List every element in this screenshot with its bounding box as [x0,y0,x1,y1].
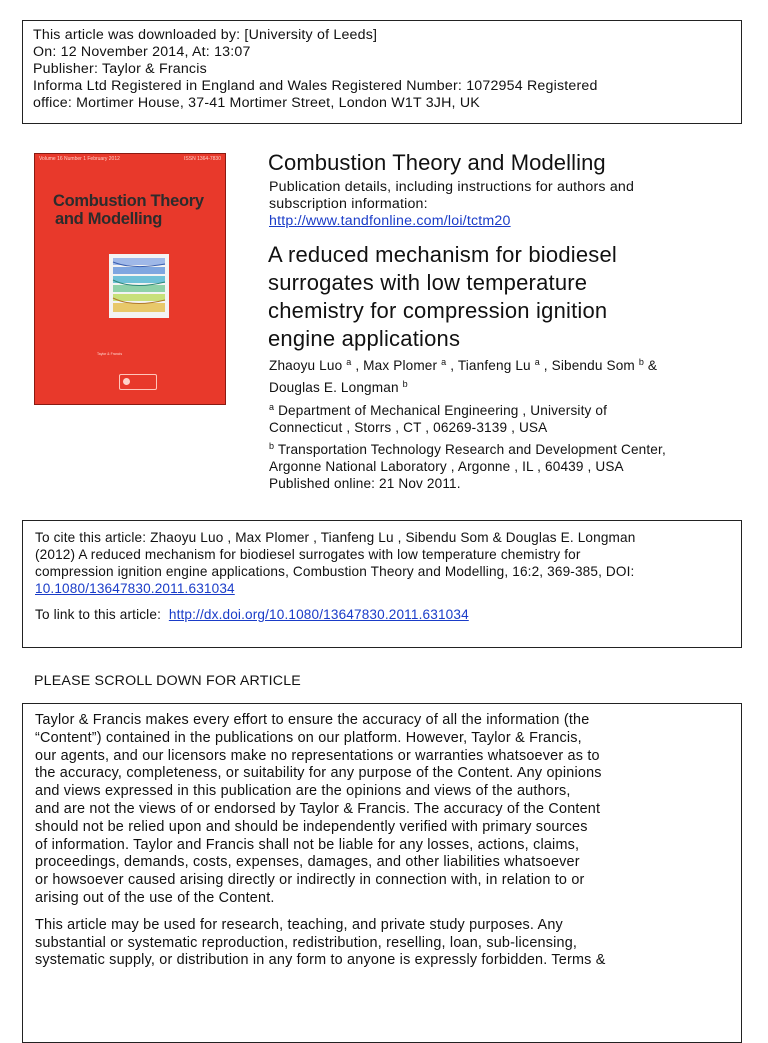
author-line [269,355,739,377]
author-name: Zhaoyu Luo [269,358,347,373]
disclaimer-line: or howsoever caused arising directly or indirectly in connection with, in relation to or [35,872,585,889]
cover-title-line: Combustion Theory [53,192,204,210]
disclaimer-line: our agents, and our licensors make no representations or warranties whatsoever as to [35,747,600,764]
doi-link[interactable]: 10.1080/13647830.2011.631034 [35,581,235,596]
article-url-link[interactable]: http://dx.doi.org/10.1080/13647830.2011.631034 [168,607,469,622]
affiliation-marker: a [441,357,447,367]
affiliation-marker: a [534,357,540,367]
author-separator: & [643,358,658,373]
article-link-label: To link to this article: [35,607,165,622]
cover-issue-text: Volume 16 Number 1 February 2012 [39,156,120,162]
affiliation-a-cont: Connecticut , Storrs , CT , 06269-3139 , USA [269,420,548,435]
journal-cover-image [34,153,226,405]
download-notice-line: This article was downloaded by: [University of Leeds] [33,27,378,43]
download-notice-line: Publisher: Taylor & Francis [33,61,207,77]
affiliation-a [269,402,739,419]
publication-details [269,179,634,230]
affiliation-marker: b [402,379,408,389]
citation-line: compression ignition engine applications, Combustion Theory and Modelling, 16:2, 369-385, DOI: [35,564,635,579]
affiliation-text: Department of Mechanical Engineering , University of [274,403,608,418]
download-notice-line: Informa Ltd Registered in England and Wales Registered Number: 1072954 Registered [33,78,598,94]
affiliation-marker: a [346,357,352,367]
disclaimer-line: systematic supply, or distribution in any form to anyone is expressly forbidden. Terms & [35,952,606,969]
disclaimer-box [22,703,742,1043]
author-list [269,355,739,399]
article-title-line: A reduced mechanism for biodiesel [268,242,618,267]
citation-box [22,520,742,648]
article-title [268,241,728,353]
cover-title-line: and Modelling [55,210,163,228]
cover-bottom-text: Taylor & Francis [97,352,123,356]
author-name: , Tianfeng Lu [446,358,535,373]
publisher-logo-icon [119,374,157,390]
download-notice-line: office: Mortimer House, 37-41 Mortimer Street, London W1T 3JH, UK [33,95,480,111]
cover-title [53,192,223,228]
journal-title: Combustion Theory and Modelling [268,150,606,175]
disclaimer-line: proceedings, demands, costs, expenses, damages, and other liabilities whatsoever [35,854,580,871]
cover-figure-graphic [103,250,175,322]
download-notice-box [22,20,742,124]
disclaimer-line: substantial or systematic reproduction, redistribution, reselling, loan, sub-licensing, [35,934,578,951]
download-notice-line: On: 12 November 2014, At: 13:07 [33,44,251,60]
scroll-notice: PLEASE SCROLL DOWN FOR ARTICLE [34,673,301,689]
author-name: , Max Plomer [351,358,442,373]
affiliation-b [269,441,739,458]
affiliation-marker: a [269,402,275,412]
cover-header [35,154,225,166]
affiliation-marker: b [638,357,644,367]
article-link-line [35,606,729,623]
publication-details-line: subscription information: [269,196,428,212]
disclaimer-line: Taylor & Francis makes every effort to ensure the accuracy of all the information (the [35,712,590,728]
disclaimer-line: and are not the views of or endorsed by Taylor & Francis. The accuracy of the Content [35,800,601,817]
citation-line: To cite this article: Zhaoyu Luo , Max Plomer , Tianfeng Lu , Sibendu Som & Douglas E. Longman [35,530,636,545]
journal-url-link[interactable]: http://www.tandfonline.com/loi/tctm20 [269,213,511,229]
affiliation-b-cont: Argonne National Laboratory , Argonne , IL , 60439 , USA [269,459,624,474]
article-title-line: chemistry for compression ignition [268,298,608,323]
affiliation-text: Transportation Technology Research and Development Center, [274,442,666,457]
author-name: , Sibendu Som [539,358,639,373]
author-line [269,377,739,399]
citation-line: (2012) A reduced mechanism for biodiesel surrogates with low temperature chemistry for [35,547,581,562]
cover-issn-text: ISSN 1364-7830 [184,156,221,162]
disclaimer-line: should not be relied upon and should be independently verified with primary sources [35,818,588,835]
author-name: Douglas E. Longman [269,380,403,395]
published-date: Published online: 21 Nov 2011. [269,476,461,491]
affiliation-marker: b [269,441,275,451]
publication-details-line: Publication details, including instructions for authors and [269,179,635,195]
article-title-line: surrogates with low temperature [268,270,588,295]
affiliations [269,402,739,492]
disclaimer-line: of information. Taylor and Francis shall not be liable for any losses, actions, claims, [35,836,580,853]
article-title-line: engine applications [268,326,461,351]
disclaimer-line: and views expressed in this publication are the opinions and views of the authors, [35,783,571,800]
disclaimer-line: the accuracy, completeness, or suitability for any purpose of the Content. Any opinions [35,765,602,782]
disclaimer-line: “Content”) contained in the publications on our platform. However, Taylor & Francis, [35,729,582,746]
disclaimer-line: This article may be used for research, teaching, and private study purposes. Any [35,916,563,933]
disclaimer-line: arising out of the use of the Content. [35,889,275,906]
